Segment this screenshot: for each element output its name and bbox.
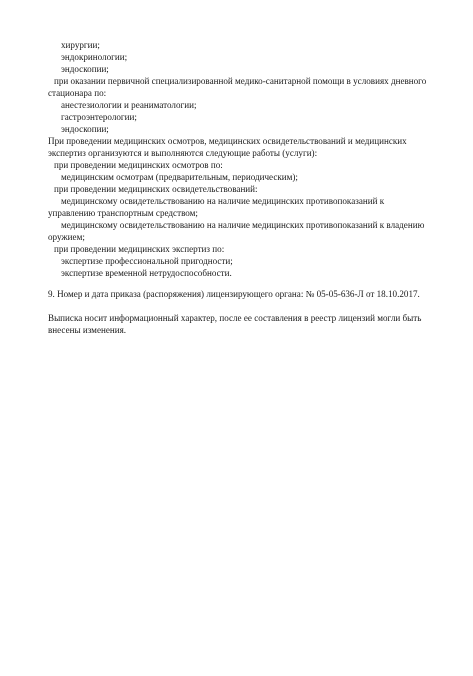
text-line: медицинскому освидетельствованию на наличие медицинских противопоказаний к (61, 196, 385, 206)
text-line: гастроэнтерологии; (61, 112, 137, 122)
text-line: при проведении медицинских освидетельствований: (54, 184, 258, 194)
text-line: При проведении медицинских осмотров, медицинских освидетельствований и медицинских (48, 136, 407, 146)
notice-line: Выписка носит информационный характер, после ее составления в реестр лицензий могли быть (48, 313, 422, 323)
text-line: при оказании первичной специализированной медико-санитарной помощи в условиях дневного (54, 76, 427, 86)
text-line: медицинскому освидетельствованию на наличие медицинских противопоказаний к владению (61, 220, 425, 230)
order-number-line: 9. Номер и дата приказа (распоряжения) лицензирующего органа: № 05-05-636-Л от 18.10.2017. (48, 289, 420, 299)
text-line: эндокринологии; (61, 52, 128, 62)
text-line: управлению транспортным средством; (48, 208, 198, 218)
text-line: эндоскопии; (61, 64, 109, 74)
text-line: при проведении медицинских осмотров по: (54, 160, 223, 170)
text-line: стационара по: (48, 88, 107, 98)
text-line: экспертизе профессиональной пригодности; (61, 256, 233, 266)
text-line: экспертиз организуются и выполняются следующие работы (услуги): (48, 148, 318, 158)
text-line: хирургии; (61, 40, 100, 50)
text-line: оружием; (48, 232, 85, 242)
text-line: экспертизе временной нетрудоспособности. (61, 268, 232, 278)
text-line: анестезиологии и реаниматологии; (61, 100, 197, 110)
text-line: при проведении медицинских экспертиз по: (54, 244, 225, 254)
notice-line: внесены изменения. (48, 325, 127, 335)
text-line: эндоскопии; (61, 124, 109, 134)
text-line: медицинским осмотрам (предварительным, периодическим); (61, 172, 298, 182)
